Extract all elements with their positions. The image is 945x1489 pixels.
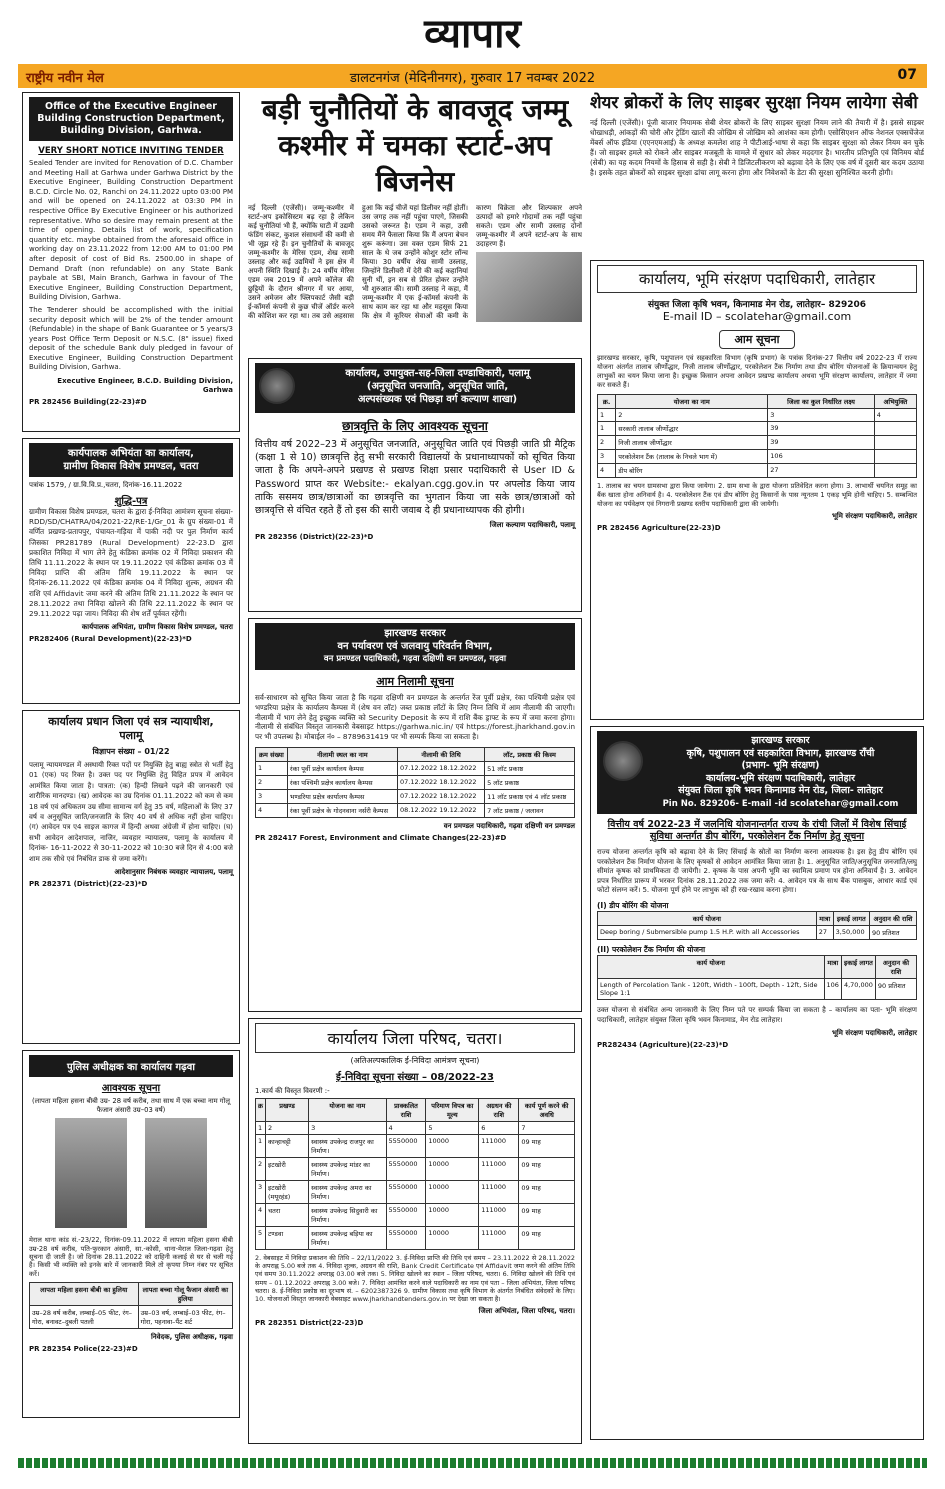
zp-ref: PR 282351 District(22-23)D [255,1319,364,1328]
tender-notice [22,92,240,432]
table-cell: 4 [874,409,916,422]
table-cell: स्वास्थ्य उपकेन्द्र राजपुर का निर्माण। [309,1135,386,1158]
police-notice [22,1050,240,1418]
table-row [30,1306,233,1329]
table-cell [874,422,916,436]
rural-heading: शुद्धि-पत्र [114,496,148,507]
agri-footer: उक्त योजना से संबंधित अन्य जानकारी के लिए निम्न पते पर सम्पर्क किया जा सकता है – कार्यालय का पता- भूमि संरक्षण पदाधिकारी, लातेहार संयुक्त जिला कृषि भवन किनामाड, मेन रोड लातेहार। [597,1005,917,1024]
table-cell: 111000 [479,1181,519,1204]
zp-title: कार्यालय जिला परिषद, चतरा। [255,1023,575,1053]
table-cell: 5550000 [386,1204,426,1227]
table-header: योजना का नाम [309,1099,386,1122]
emblem-icon [603,741,643,781]
zp-sub: (अतिअल्पकालिक ई-निविदा आमंत्रण सूचना) [350,1056,480,1065]
table-row [256,761,575,775]
table-header: अग्रधन की राशि [479,1099,519,1122]
agri-header [597,731,917,814]
table-cell: 3 [256,1181,266,1204]
tender-dept: Building Construction Department, [37,113,225,124]
table-cell [874,436,916,450]
table-cell: 3 [598,450,616,464]
table-cell: Length of Percolation Tank - 120ft, Width - 100ft, Depth - 12ft, Side Slope 1:1 [598,978,825,999]
table-cell: 1 [256,761,288,775]
table-cell: 3,50,000 [833,925,869,939]
table-header: अनुदान की राशि [869,911,916,925]
table-row [256,1158,575,1181]
table-cell: स्वास्थ्य उपकेन्द्र अमरा का निर्माण। [309,1181,386,1204]
section-title: व्यापार [424,10,521,57]
table-row [598,409,917,422]
police-heading: आवश्यक सूचना [101,1083,161,1094]
table-header: योजना का नाम [616,395,768,409]
lc-ref: PR 282456 Agriculture(22-23)D [597,524,721,533]
table-cell: इटखोरी (मयूरहंड) [266,1181,309,1204]
table-row [598,978,917,999]
tender-body-1: Sealed Tender are invited for Renovation of D.C. Chamber and Meeting Hall at Garhwa under Garhwa District by the Executive Engineer, Building Construction Department B.C.D. Circle No. 02, Ranchi on 24.11.2022 upto 03:00 PM and will be opened on 24.11.2022 at 03:30 PM in respective Office By Executive Engineer or his authorized representative. Who so desire may remain present at the time of opening. Details list of work, specification quantity etc. maybe obtained from the aforesaid office in working day on 23.11.2022 from 12:00 AM to 01:00 PM after deposit of cost of Bid Rs. 2500.00 in shape of Demand Draft (non refundable) on any State Bank paybale at SBI, Main Branch, Garhwa in favour of The Executive Engineer, Building Construction Department, Building Division, Garhwa. [29,159,233,302]
table-cell: रंका पूर्वी प्रक्षेत्र कार्यालय कैम्पस [287,761,397,775]
news-startup [248,92,582,352]
table-cell: 27 [768,464,874,478]
table-cell: 5 लॉट प्रकाष्ठ [485,775,575,789]
table-cell: 106 [768,450,874,464]
police-body: मेराल थाना कांड सं.-23/22, दिनांक-09.11.2022 में लापता महिला हसना बीबी उम्र-28 वर्ष करीब, पति-फुरकान अंसारी, सा.-कोसी, थाना-मेराल जिला-गढ़वा हेतु सूचना दी जाती है। जो दिनांक 28.11.2022 को दाहिनी कलाई से घर से चली गई है। किसी भी व्यक्ति को इनके बारे में जानकारी मिले तो कृपया निम्न नंबर पर सूचित करें। [29,1236,233,1278]
table-cell: 10000 [426,1181,479,1204]
table-row [30,1283,233,1306]
table-cell: 4 [598,464,616,478]
table-header: इकाई लागत [833,911,869,925]
tender-header [29,97,233,141]
table-cell: Deep boring / Submersible pump 1.5 H.P. with all Accessories [598,925,817,939]
table-cell: 111000 [479,1135,519,1158]
forest-body: सर्व-साधारण को सूचित किया जाता है कि गढ़वा दक्षिणी वन प्रमण्डल के अन्तर्गत रेंज पूर्वी प्रक्षेत्र, रंका पश्चिमी प्रक्षेत्र एवं भण्डरिया प्रक्षेत्र के कार्यालय कैम्पस में (शेष वन लॉट) जब्त प्रकाष्ठ लॉटों के लिए निम्न तिथि में आम नीलामी की जाएगी। नीलामी में भाग लेने हेतु इच्छुक व्यक्ति को Security Deposit के रूप में राशि बैंक ड्राफ्ट के रूप में जमा करना होगा। नीलामी से संबंधित विस्तृत जानकारी वेबसाइट https://garhwa.nic.in/ एवं https://forest.jharkhand.gov.in पर भी उपलब्ध है। मोबाईल नं० – 8789631419 पर भी सम्पर्क किया जा सकता है। [255,693,575,742]
zp-table [255,1098,575,1250]
table-cell: 5 [256,1227,266,1250]
table-cell: परकोलेशन टैंक (तालाब के निचले भाग में) [616,450,768,464]
rural-letter: पत्रांक 1579, / ग्रा.वि.वि.प्र.,चतरा, दिनांक-16.11.2022 [29,481,183,489]
rural-signature: कार्यपालक अभियंता, ग्रामीण विकास विशेष प्रमण्डल, चतरा [81,623,233,632]
table-cell: 2 [616,409,768,422]
table-cell: 6 [479,1122,519,1135]
table-cell: 5 [426,1122,479,1135]
table-header: लॉट, प्रकाष्ठ की किस्म [485,747,575,761]
table-header: जिला का कुल निर्धारित लक्ष्य [768,395,874,409]
table-header: लापता महिला हसना बीबी का हुलिया [30,1283,139,1306]
court-ref: PR 282371 (District)(22-23)*D [29,880,148,889]
table-row [256,1204,575,1227]
forest-ref: PR 282417 Forest, Environment and Climate Changes(22-23)#D [255,833,507,842]
table-cell: इटखोरी [266,1158,309,1181]
table-row [256,1122,575,1135]
table-row [598,955,917,978]
table-cell: 90 प्रतिशत [875,978,916,999]
table-header: नीलामी की तिथि [398,747,485,761]
table-cell: 07.12.2022 18.12.2022 [398,761,485,775]
court-body: पलामू न्यायमण्डल में अस्थायी रिक्त पदों पर नियुक्ति हेतु बाह्य स्त्रोत से भर्ती हेतु 01 (एक) पद रिक्त है। उक्त पद पर नियुक्ति हेतु विहित प्रपत्र में आवेदन आमंत्रित किया जाता है। पात्रता: (क) हिन्दी लिखने पढ़ने की जानकारी एवं शारीरिक मानदण्ड। (ख) आवेदक का उम्र दिनांक 01.11.2022 को कम से कम 18 वर्ष एवं अधिकतम उम्र सीमा सामान्य वर्ग हेतु 35 वर्ष, महिलाओं के लिए 37 वर्ष व अनुसूचित जाति/जनजाति के लिए 40 वर्ष से अधिक नहीं होना चाहिए। (ग) आवेदन पत्र ए4 साइज कागज में हिन्दी अथवा अंग्रेजी में होना चाहिए। (घ) सभी आवेदन आदेशपाल, नाजिर, व्यवहार न्यायालय, पलामू के कार्यालय में दिनांक- 16-11-2022 से 30-11-2022 को 10:30 बजे दिन से 4:00 बजे शाम तक सीधे एवं निबंधित डाक से जमा करेंगे। [29,761,233,863]
agri-body: राज्य योजना अन्तर्गत कृषि को बढ़ावा देने के लिए सिंचाई के स्रोतों का निर्माण करना आवश्यक है। इस हेतु डीप बोरिंग एवं परकोलेशन टैंक निर्माण योजना के लिए कृषकों से आवेदन आमंत्रित किया जाता है। 1. अनुसूचित जाति/अनुसूचित जनजाति/लघु सीमांत कृषक को प्राथमिकता दी जायेगी। 2. कृषक के पास अपनी भूमि का स्वामित्व प्रमाण पत्र होना अनिवार्य है। 3. आवेदन प्रपत्र निर्धारित प्रारूप में भरकर दिनांक 28.11.2022 तक जमा करें। 4. आवेदन पत्र के साथ बैंक पासबुक, आधार कार्ड एवं फोटो संलग्न करें। 5. योजना पूर्ण होने पर लाभुक को ही रख-रखाव करना होगा। [597,848,917,895]
lc-table-body [598,422,917,478]
date-bar [18,64,927,88]
tender-heading: VERY SHORT NOTICE INVITING TENDER [38,146,224,156]
table-header: मात्रा [816,911,833,925]
table-cell: 1 [256,1122,266,1135]
table-cell: 111000 [479,1204,519,1227]
table-row [256,789,575,803]
news-headline: बड़ी चुनौतियों के बावजूद जम्मू कश्मीर में चमका स्टार्ट-अप बिजनेस [261,93,569,198]
tender-office: Office of the Executive Engineer [45,101,217,112]
scholarship-heading: छात्रवृत्ति के लिए आवश्यक सूचना [342,419,488,433]
table-cell: डीप बोरिंग [616,464,768,478]
table-cell: रंका पूर्वी प्रक्षेत्र के गोदनवाना नर्सरी कैम्पस [287,803,397,817]
table-cell: 09 माह [519,1135,575,1158]
lc-heading-wrap [597,328,917,349]
table-cell: उम्र–28 वर्ष करीब, लम्बाई–05 फीट, रंग–गोरा, बनावट–दुबली पतली [30,1306,139,1329]
table-cell: 39 [768,422,874,436]
table-cell: 09 माह [519,1158,575,1181]
agri-wing: (प्रभाग- भूमि संरक्षण) [741,760,820,771]
table-cell [874,464,916,478]
bottom-decor-strip [18,1458,927,1468]
table-cell: निजी तालाब जीर्णोद्धार [616,436,768,450]
scholarship-title-2: (अनुसूचित जनजाति, अनुसूचित जाति, [366,381,509,392]
table-header: कार्य योजना [598,955,825,978]
table-header: मात्रा [824,955,841,978]
dateline: डालटनगंज (मेदिनीनगर), गुरुवार 17 नवम्बर 2022 [349,71,596,86]
table-cell: 5550000 [386,1135,426,1158]
agri-notice [590,726,924,1440]
forest-dept: वन पर्यावरण एवं जलवायु परिवर्तन विभाग, [337,641,493,652]
table-cell: स्वास्थ्य उपकेन्द्र बड़िया का निर्माण। [309,1227,386,1250]
police-ref: PR 282354 Police(22-23)#D [29,1345,138,1354]
forest-division: वन प्रमण्डल पदाधिकारी, गढ़वा दक्षिणी वन प्रमण्डल, गढ़वा [323,654,507,664]
tender-signature: Executive Engineer, B.C.D. Building Division, Garhwa [57,377,233,395]
zilaparishad-tender [248,1018,582,1444]
police-sub: (लापता महिला हसना बीबी उम्र- 28 वर्ष करीब, तथा साथ में एक बच्चा नाम गोलू फैजान अंसारी उम्र–03 वर्ष) [31,1097,231,1114]
tender-division: Building Division, Garhwa. [60,125,202,136]
rural-ref: PR282406 (Rural Development)(22-23)*D [29,635,192,644]
table-cell: स्वास्थ्य उपकेन्द्र सिदुवारी का निर्माण। [309,1204,386,1227]
table-cell: 3 [768,409,874,422]
table-cell: 4 [256,803,288,817]
table-cell: 111000 [479,1227,519,1250]
table-row [256,1135,575,1158]
table-cell: 1 [256,1135,266,1158]
table-cell: 7 लॉट प्रकाष्ठ / जलावन [485,803,575,817]
table-row [598,464,917,478]
table-cell: 4,70,000 [841,978,875,999]
court-header [29,715,233,743]
forest-table [255,747,575,818]
zp-notes: 2. वेबसाइट में निविदा प्रकाशन की तिथि – 22/11/2022 3. ई-निविदा प्राप्ति की तिथि एवं समय – 23.11.2022 से 28.11.2022 के अपराह्न 5.00 बजे तक 4. निविदा शुल्क, अग्रधन की राशि, Bank Credit Certificate एवं Affidavit जमा करने की अंतिम तिथि एवं समय 30.11.2022 अपराह्न 03.00 बजे तक। 5. निविदा खोलने का स्थान – जिला परिषद, चतरा। 6. निविदा खोलने की तिथि एवं समय – 01.12.2022 अपराह्न 3.00 बजे। 7. निविदा आमंत्रित करने वाले पदाधिकारी का नाम एवं पता – जिला अभियंता, जिला परिषद चतरा। 8. ई-निविदा प्रकोष्ठ का दूरभाष सं. – 6202387326 9. ग्रामीण विकास तथा कृषि विभाग के अंतर्गत निबंधित संवेदकों के लिए। 10. योजनाओं विस्तृत जानकारी वेबसाइट www.jharkhandtenders.gov.in पर देखा जा सकता है। [255,1254,575,1304]
missing-child-photo [145,1118,207,1228]
table-cell: 2 [598,436,616,450]
table-cell: भण्डरिया प्रक्षेत्र कार्यालय कैम्पस [287,789,397,803]
table-header: कार्य योजना [598,911,817,925]
table-cell: 7 [519,1122,575,1135]
news-text: नई दिल्ली (एजेंसी)। जम्मू-कश्मीर में स्टार्ट-अप इकोसिस्टम बढ़ रहा है लेकिन कई चुनौतियां भी हैं, क्योंकि घाटी में उद्यमी फंडिंग संकट, कुशल संसाधनों की कमी से भी जूझ रहे हैं। इन चुनौतियों के बावजूद जम्मू-कश्मीर के मेरिस एडम, शेख सामी उस्लाह और कई उद्यमियों ने इस क्षेत्र में अपनी स्थिति दिखाई है। 24 वर्षीय मेरिस एडम जब 2019 में अपने कॉलेज की छुट्टियों के दौरान श्रीनगर में घर आया, उसने अमेजन और फ्लिपकार्ट जैसी बड़ी ई-कॉमर्स कंपनी से कुछ चीजें ऑर्डर करने की कोशिश कर रहा था। तब उसे अहसास हुआ कि कई चीजें यहां डिलीवर नहीं होतीं। उस जगह तक नहीं पहुंचा पाएगे, जिसकी उसको जरूरत है। एडम ने कहा, उसी समय मैंने फैसला किया कि मैं अपना बेचन शुरू करूंगा। उस वक्त एडम सिर्फ 21 साल के थे जब उन्होंने कोशुर स्टोर लॉन्च किया। 30 वर्षीय शेख सामी उस्लाह, जिन्होंने डिलीवरी में देरी की कई कहानियां सुनी थीं, इन सब से प्रेरित होकर उन्होंने भी शुरुआत की। सामी उस्लाह ने कहा, मैं जम्मू-कश्मीर में एक ई-कॉमर्स कंपनी के साथ काम कर रहा था और महसूस किया कि क्षेत्र में कूरियर सेवाओं की कमी के कारण विक्रेता और शिल्पकार अपने उत्पादों को हमारे गोदामों तक नहीं पहुंचा सकते। एडम और सामी उस्लाह दोनों जम्मू-कश्मीर में अपने स्टार्ट-अप के साथ उदाहरण हैं। [248,204,582,320]
table-cell: उम्र–03 वर्ष, लम्बाई–03 फीट, रंग–गोरा, पहनावा–पैंट शर्ट [138,1306,232,1329]
table-cell: 10000 [426,1135,479,1158]
lc-email: E-mail ID – scolatehar@gmail.com [662,310,852,323]
agri-heading: वित्तीय वर्ष 2022-23 में जलनिधि योजनान्तर्गत राज्य के रांची जिलों में विशेष सिंचाई सुविधा अन्तर्गत डीप बोरिंग, परकोलेशन टैंक निर्माण हेतु सूचना [607,819,907,842]
agri-address: संयुक्त जिला कृषि भवन किनामाड मेन रोड, जिला- लातेहार [678,785,883,796]
agri-gov: झारखण्ड सरकार [751,735,810,746]
table-header: परिमाण विपत्र का मूल्य [426,1099,479,1122]
table-cell: 5550000 [386,1181,426,1204]
table-cell: 39 [768,436,874,450]
rural-header [29,443,233,477]
table-row [256,1099,575,1122]
paper-name: राष्ट्रीय नवीन मेल [26,71,104,86]
table-cell: 10000 [426,1204,479,1227]
table-cell: 1 [598,422,616,436]
lc-conditions: 1. तालाब का चयन ग्रामसभा द्वारा किया जायेगा। 2. ग्राम सभा के द्वारा योजना प्रतिवेदित करना होगा। 3. लाभार्थी चयनित समूह का बैंक खाता होना अनिवार्य है। 4. परकोलेशन टैंक एवं डीप बोरिंग हेतु किसानों के पास न्यूनतम 1 एकड़ भूमि होनी चाहिए। 5. सम्बन्धित योजना का पर्यवेक्षण एवं निगरानी प्रखण्ड स्तरीय पदाधिकारी द्वारा की जायेगी। [597,482,917,508]
rural-body: ग्रामीण विकास विशेष प्रमण्डल, चतरा के द्वारा ई-निविदा आमंत्रण सूचना संख्या-RDD/SD/CHATRA/04/2021-22/RE-1/Gr_01 के ग्रुप संख्या-01 में वर्णित प्रखण्ड-प्रतापपुर, पंचायत-गड़िया में पाकी नदी पर पुल निर्माण कार्य जिसका PR281789 (Rural Development) 22-23.D द्वारा प्रकाशित निविदा में भाग लेने हेतु कंडिका क्रमांक 02 में निविदा प्रकाशन की तिथि 11.11.2022 के स्थान पर 19.11.2022 एवं कंडिका क्रमांक 03 में निविदा प्राप्ति की अंतिम तिथि 19.11.2022 के स्थान पर दिनांक-26.11.2022 एवं कंडिका क्रमांक 04 में निविदा शुल्क, अग्रधन की राशि एवं Affidavit जमा करने की अंतिम तिथि 21.11.2022 के स्थान पर 28.11.2022 तथा निविदा खोलने की तिथि 22.11.2022 के स्थान पर 29.11.2022 पढ़ा जाय। निविदा की शेष शर्तें पूर्ववत रहेंगी। [29,507,233,619]
table-cell: सरकारी तालाब जीर्णोद्धार [616,422,768,436]
table-header: कार्य पूर्ण करने की अवधि [519,1099,575,1122]
table-row [256,803,575,817]
emblem-icon [259,368,295,404]
table-cell: 3 [256,789,288,803]
column-right [590,92,924,1446]
agri-t1-heading: (I) डीप बोरिंग की योजना [597,900,669,910]
police-signature: निवेदक, पुलिस अधीक्षक, गढ़वा [150,1333,233,1342]
forest-table-body [256,761,575,817]
table-cell: 4 [256,1204,266,1227]
scholarship-body: वित्तीय वर्ष 2022–23 में अनुसूचित जनजाति, अनुसूचित जाति एवं पिछड़ी जाति प्री मैट्रिक (कक्षा 1 से 10) छात्रवृत्ति हेतु सभी सरकारी विद्यालयों के प्रधानाध्यापकों को सूचित किया जाता है कि अपने-अपने प्रखण्ड से प्रखण्ड शिक्षा प्रसार पदाधिकारी से User ID & Password प्राप्त कर Website:- ekalyan.cgg.gov.in पर अपलोड किया जाय ताकि ससमय छात्र/छात्राओं का छात्रवृत्ति का भुगतान किया जा सके छात्र/छात्राओं को छात्रवृत्ति से वंचित रहते हैं तो इस की सारी जवाब दे ही प्रधानाध्यापक की होगी। [255,439,575,517]
lc-title: कार्यालय, भूमि संरक्षण पदाधिकारी, लातेहार [597,265,917,293]
table-cell: 09 माह [519,1181,575,1204]
table-header: प्रखण्ड [266,1099,309,1122]
forest-auction [248,618,582,1012]
table-cell: चतरा [266,1204,309,1227]
table-row [598,436,917,450]
table-cell: 08.12.2022 19.12.2022 [398,803,485,817]
table-cell: 2 [256,775,288,789]
court-title-2: पलामू [119,729,143,742]
column-left [22,92,240,1424]
table-cell: 5550000 [386,1158,426,1181]
masthead [0,0,945,90]
table-header: क्रम संख्या [256,747,288,761]
tender-body-2: The Tenderer should be accomplished with the initial security deposit which will be 2% of the tender amount (Refundable) in the shape of Bank Guarantee or 5 years/3 years Post Office Term Deposit or N.S.C. (8" issue) fixed deposit of the schedule Bank duly pledged in favour of Executive Engineer, Building Construction Department Building Division, Garhwa. [29,305,233,372]
zp-notice: ई-निविदा सूचना संख्या – 08/2022-23 [336,1072,494,1083]
forest-gov: झारखण्ड सरकार [384,628,446,639]
scholarship-signature: जिला कल्याण पदाधिकारी, पलामू [489,521,575,530]
table-header: क्र [256,1099,266,1122]
scholarship-ref: PR 282356 (District)(22-23)*D [255,533,374,542]
sebi-headline: शेयर ब्रोकरों के लिए साइबर सुरक्षा नियम लायेगा सेबी [590,93,918,113]
table-cell: स्वास्थ्य उपकेन्द्र मांडर का निर्माण। [309,1158,386,1181]
tender-ref: PR 282456 Building(22-23)#D [29,398,147,407]
zp-signature: जिला अभियंता, जिला परिषद, चतरा। [478,1307,575,1316]
table-cell: टण्डवा [266,1227,309,1250]
scholarship-title-1: कार्यालय, उपायुक्त-सह-जिला दण्डाधिकारी, पलामू [345,368,530,379]
table-cell: 106 [824,978,841,999]
rural-title-1: कार्यपालक अभियंता का कार्यालय, [68,448,194,459]
agri-office: कार्यालय-भूमि संरक्षण पदाधिकारी, लातेहार [706,772,855,784]
lc-heading: आम सूचना [719,330,794,349]
agri-ref: PR282434 (Agriculture)(22-23)*D [597,1041,729,1050]
news-sebi [590,92,924,254]
court-notice [22,710,240,1044]
table-row [256,747,575,761]
police-title: पुलिस अधीक्षक का कार्यालय गढ़वा [29,1055,233,1077]
court-notice-no: विज्ञापन संख्या – 01/22 [92,747,170,756]
table-cell: 3 [309,1122,386,1135]
table-header: लापता बच्चा गोलू फैजान अंसारी का हुलिया [138,1283,232,1306]
table-cell: 111000 [479,1158,519,1181]
lc-signature: भूमि संरक्षण पदाधिकारी, लातेहार [832,512,917,521]
table-cell: 1 [598,409,616,422]
table-row [598,925,917,939]
table-cell: 27 [816,925,833,939]
missing-woman-photo [55,1118,127,1228]
rural-title-2: ग्रामीण विकास विशेष प्रमण्डल, चतरा [63,461,199,472]
table-row [598,395,917,409]
scholarship-title-3: अल्पसंख्यक एवं पिछड़ा वर्ग कल्याण शाखा) [357,394,518,405]
sebi-body: नई दिल्ली (एजेंसी)। पूंजी बाजार नियामक सेबी शेयर ब्रोकरों के लिए साइबर सुरक्षा नियम लाने की तैयारी में है। इससे साइबर धोखाधड़ी, आंकड़ों की चोरी और ट्रेडिंग खातों की जोखिम से जोखिम को आशंका कम होगी। एसोसिएशन ऑफ नेशनल एक्सचेंजेज मेंबर्स ऑफ इंडिया (एएनएमआई) के अध्यक्ष कमलेश शाह ने पीटीआई-भाषा से कहा कि साइबर सुरक्षा को लेकर नियम बन चुके हैं। जो साइबर हमले को रोकने और साइबर मजबूती के मामले में सुधार को लेकर मददगार है। भारतीय प्रतिभूति एवं विनिमय बोर्ड (सेबी) का यह कदम नियमों के हिसाब से सही है। सेबी ने डिजिटलीकरण को बढ़ावा देने के लिए एक वर्ष में दूसरी बार कदम उठाया है। इसके तहत ब्रोकरों को साइबर सुरक्षा ढांचा लागू करना होगा और निवेशकों के डेटा की सुरक्षा सुनिश्चित करनी होगी। [590,118,924,177]
news-photo [476,252,582,322]
table-header: अनुदान की राशि [875,955,916,978]
landcons-notice [590,260,924,720]
column-middle [248,92,582,1450]
lc-table [597,394,917,478]
zp-intro: 1.कार्य की विस्तृत विवरणी :- [255,1087,330,1095]
lc-address: संयुक्त जिला कृषि भवन, किनामाड मेन रोड, लातेहार– 829206 [647,300,867,310]
agri-dept: कृषि, पशुपालन एवं सहकारिता विभाग, झारखण्ड राँची [686,747,875,759]
table-cell [874,450,916,464]
news-body [248,204,582,322]
forest-heading: आम निलामी सूचना [376,675,454,688]
table-row [598,911,917,925]
agri-signature: भूमि संरक्षण पदाधिकारी, लातेहार [832,1029,917,1038]
table-cell: 51 लॉट प्रकाष्ठ [485,761,575,775]
table-cell: 10000 [426,1227,479,1250]
scholarship-notice [248,358,582,612]
table-cell: 10000 [426,1158,479,1181]
table-header: इकाई लागत [841,955,875,978]
table-cell: 2 [266,1122,309,1135]
table-cell: रंका पश्चिमी प्रक्षेत्र कार्यालय कैम्पस [287,775,397,789]
table-cell: 4 [386,1122,426,1135]
zp-table-body [256,1135,575,1250]
table-row [256,775,575,789]
table-row [598,422,917,436]
agri-table-deepboring [597,911,917,940]
table-cell: 07.12.2022 18.12.2022 [398,789,485,803]
table-header: क्र. [598,395,616,409]
scholarship-header [255,363,575,413]
court-title-1: कार्यालय प्रधान जिला एवं सत्र न्यायाधीश, [48,715,214,728]
table-header: अभियुक्ति [874,395,916,409]
police-description-table [29,1282,233,1329]
page-number: 07 [897,67,917,83]
forest-signature: वन प्रमण्डल पदाधिकारी, गढ़वा दक्षिणी वन प्रमण्डल [443,821,575,830]
agri-t2-heading: (II) परकोलेशन टैंक निर्माण की योजना [597,944,706,954]
table-row [598,450,917,464]
table-cell: 09 माह [519,1204,575,1227]
table-header: प्राक्कलित राशि [386,1099,426,1122]
table-cell: 11 लॉट प्रकाष्ठ एवं 4 लॉट प्रकाष्ठ [485,789,575,803]
missing-photos [29,1114,233,1236]
table-cell: 90 प्रतिशत [869,925,916,939]
table-cell: कान्हाचट्टी [266,1135,309,1158]
table-row [256,1181,575,1204]
agri-table-percolation [597,955,917,1000]
table-header: नीलामी स्थल का नाम [287,747,397,761]
court-signature: आदेशानुसार निबंधक व्यवहार न्यायालय, पलामू [114,868,233,877]
forest-header [255,623,575,670]
table-cell: 07.12.2022 18.12.2022 [398,775,485,789]
table-cell: 09 माह [519,1227,575,1250]
lc-body: झारखण्ड सरकार, कृषि, पशुपालन एवं सहकारिता विभाग (कृषि प्रभाग) के पत्रांक दिनांक-27 वित्तीय वर्ष 2022-23 में राज्य योजना अंतर्गत तालाब जीर्णोद्धार, निजी तालाब जीर्णोद्धार, परकोलेशन टैंक निर्माण तथा डीप बोरिंग योजनाओं के क्रियान्वयन हेतु लाभुकों का चयन किया जाना है। इच्छुक किसान अपना आवेदन प्रखण्ड कार्यालय अथवा भूमि संरक्षण कार्यालय, लातेहार में जमा कर सकते हैं। [597,354,917,389]
agri-pin: Pin No. 829206- E-mail -id scolatehar@gmail.com [662,798,899,809]
table-cell: 2 [256,1158,266,1181]
table-cell: 5550000 [386,1227,426,1250]
rural-corrigendum [22,438,240,704]
table-row [256,1227,575,1250]
